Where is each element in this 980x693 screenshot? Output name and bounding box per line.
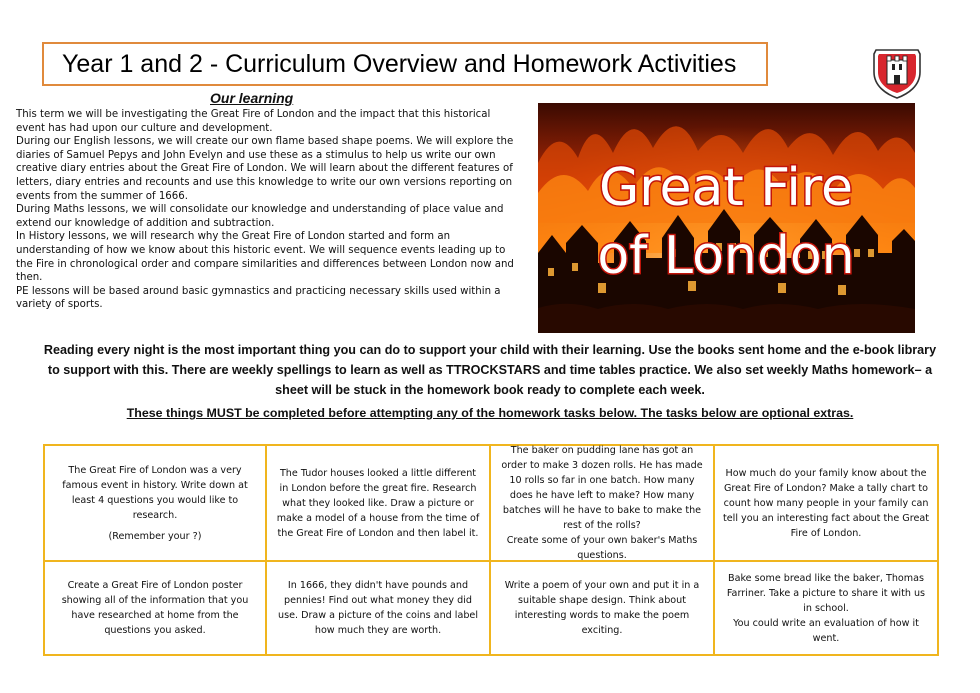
- school-crest-logo: [868, 42, 926, 100]
- homework-task-grid: [43, 444, 939, 656]
- learning-paragraph: PE lessons will be based around basic gymnastics and practicing necessary skills used within a variety of sports.: [16, 285, 501, 311]
- image-title-line1: Great Fire: [598, 158, 854, 218]
- task-text: The Great Fire of London was a very famous event in history. Write down at least 4 questions you would like to research.: [62, 464, 248, 521]
- task-cell: [491, 444, 715, 562]
- task-cell: [267, 444, 491, 562]
- task-text: Bake some bread like the baker, Thomas Farriner. Take a picture to share it with us in school.: [726, 572, 926, 614]
- task-cell: [715, 444, 939, 562]
- task-text: Create a Great Fire of London poster showing all of the information that you have researched at home from the questions you asked.: [61, 580, 249, 636]
- learning-paragraph: In History lessons, we will research why the Great Fire of London started and form an understanding of how we know about this historic event. We will sequence events leading up to the Fire in chronological order and compare similarities and differences between London now and then.: [16, 231, 514, 284]
- task-cell: [43, 444, 267, 562]
- task-cell: [43, 562, 267, 656]
- task-note: Create some of your own baker's Maths questions.: [506, 535, 698, 561]
- page-title-box: [42, 42, 768, 86]
- learning-paragraph: During Maths lessons, we will consolidate our knowledge and understanding of place value and extend our knowledge of addition and subtraction.: [16, 204, 504, 229]
- must-complete-notice: These things MUST be completed before attempting any of the homework tasks below. The tasks below are optional extras.: [126, 406, 854, 420]
- learning-paragraph: This term we will be investigating the Great Fire of London and the impact that this historical event has had upon our culture and development.: [16, 109, 491, 134]
- task-text: In 1666, they didn't have pounds and pennies! Find out what money they did use. Draw a picture of the coins and label how much they are worth.: [277, 580, 478, 636]
- task-note: You could write an evaluation of how it went.: [733, 617, 919, 644]
- task-text: Write a poem of your own and put it in a suitable shape design. Think about interesting words to make the poem exciting.: [504, 580, 700, 636]
- page-title: Year 1 and 2 - Curriculum Overview and Homework Activities: [62, 49, 737, 78]
- task-text: How much do your family know about the Great Fire of London? Make a tally chart to count how many people in your family can tell you an interesting fact about the Great Fire of London.: [723, 467, 929, 539]
- our-learning-heading: Our learning: [210, 90, 294, 106]
- learning-text: [16, 108, 516, 312]
- task-cell: [715, 562, 939, 656]
- task-text: The baker on pudding lane has got an order to make 3 dozen rolls. He has made 10 rolls so far in one batch. How many does he have left to make? How many batches will he have to bake to make the rest of the rolls?: [501, 445, 703, 531]
- task-note: (Remember your ?): [108, 530, 202, 542]
- task-cell: [267, 562, 491, 656]
- task-text: The Tudor houses looked a little different in London before the great fire. Research what they looked like. Draw a picture or make a model of a house from the time of the Great Fire of London and then label it.: [276, 467, 480, 539]
- great-fire-of-london-image: [538, 103, 915, 333]
- learning-paragraph: During our English lessons, we will create our own flame based shape poems. We will explore the diaries of Samuel Pepys and John Evelyn and use these as a stimulus to help us write our own creative diary entries about the Great Fire of London. We will learn about the different features of letters, diary entries and recounts and use this knowledge to write our own versions reporting on events from the summer of 1666.: [16, 136, 514, 202]
- crest-icon: [868, 42, 926, 100]
- image-title-line2: of London: [597, 226, 855, 286]
- reading-notice: Reading every night is the most important thing you can do to support your child with their learning. Use the books sent home and the e-book library to support with this. There are weekly spellings to learn as well as TTROCKSTARS and time tables practice. We also set weekly Maths homework– a sheet will be stuck in the homework book ready to complete each week.: [43, 343, 937, 397]
- task-cell: [491, 562, 715, 656]
